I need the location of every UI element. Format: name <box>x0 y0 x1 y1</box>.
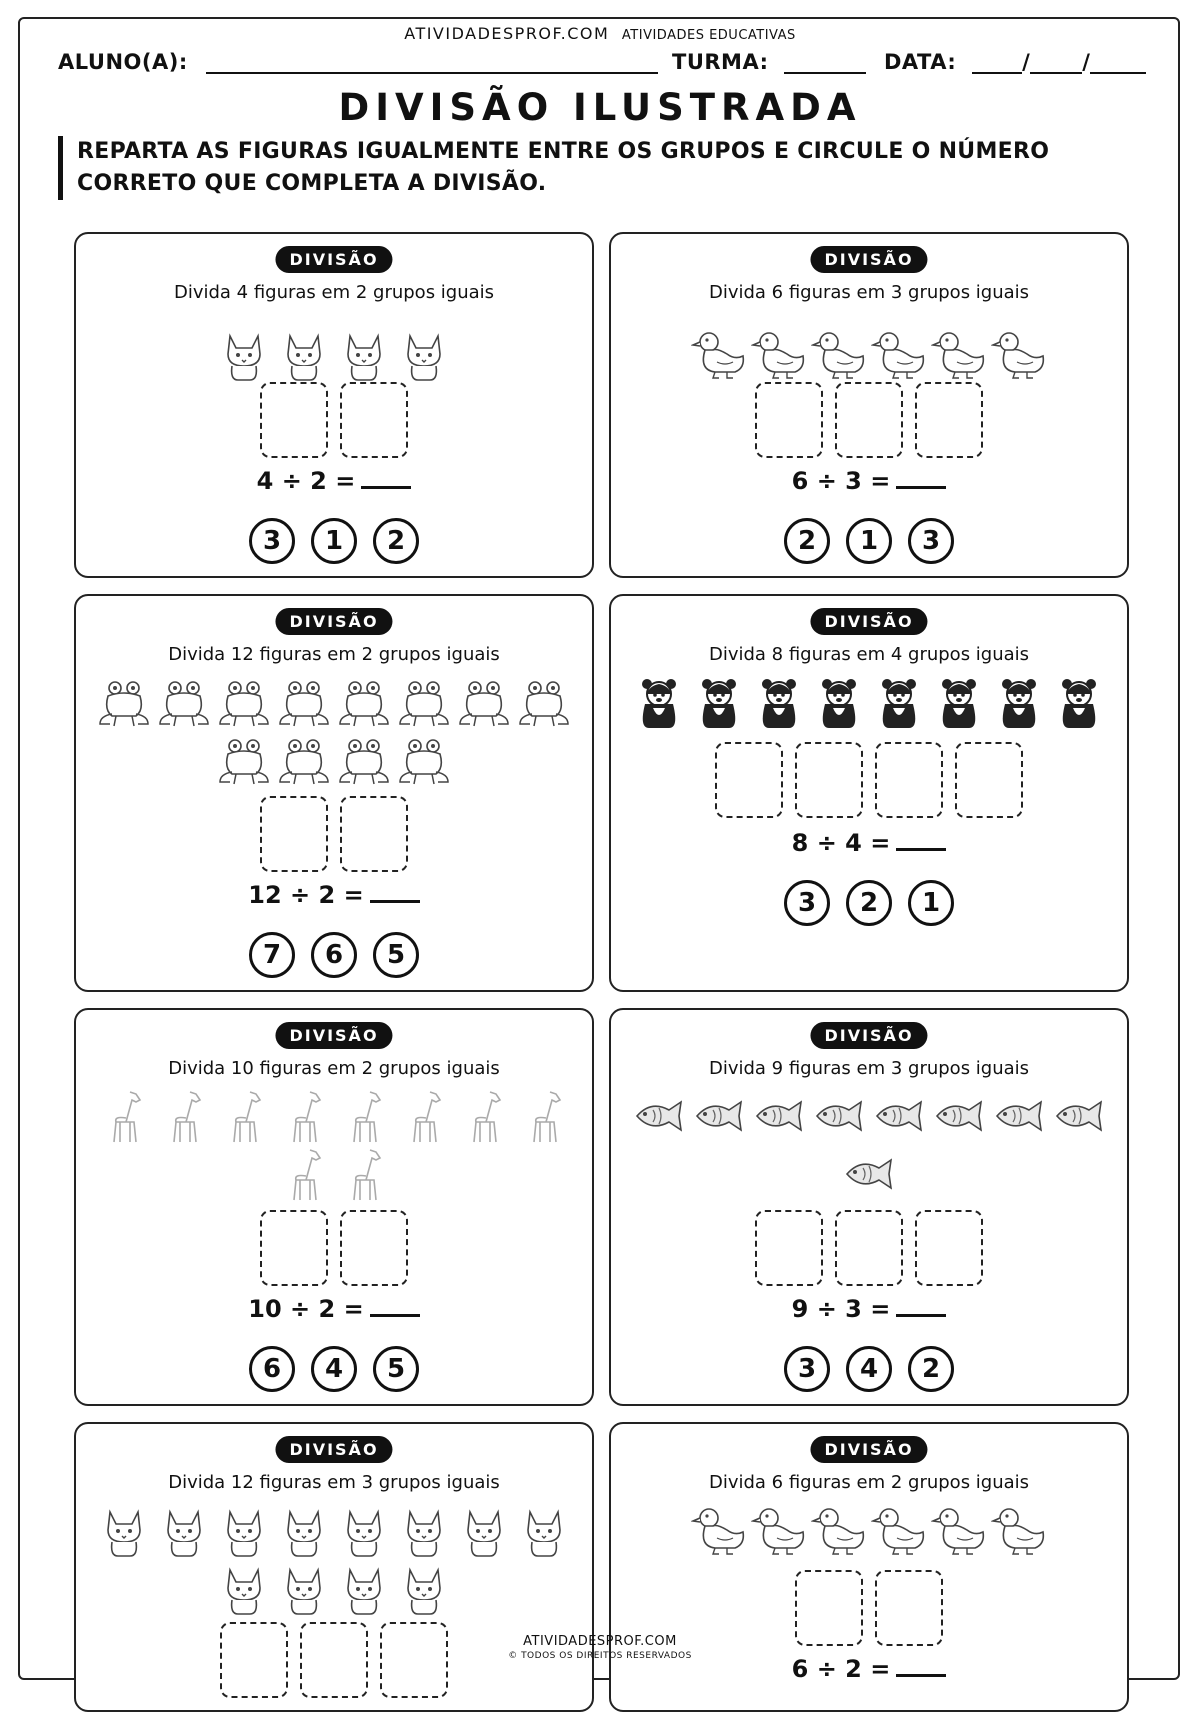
card-prompt: Divida 6 figuras em 2 grupos iguais <box>708 1472 1030 1493</box>
figure-row <box>611 326 1127 382</box>
footer <box>0 1634 1200 1661</box>
answer-blank[interactable] <box>370 1292 420 1317</box>
division-badge: DIVISÃO <box>810 608 927 635</box>
answer-blank[interactable] <box>896 464 946 489</box>
division-badge: DIVISÃO <box>810 246 927 273</box>
frog-icon <box>156 674 212 730</box>
data-field[interactable] <box>884 50 1146 74</box>
answer-option[interactable]: 5 <box>373 932 419 978</box>
equation-text: 12 ÷ 2 = <box>248 881 364 909</box>
frog-icon <box>456 674 512 730</box>
bear-icon <box>871 674 927 730</box>
frog-icon <box>276 674 332 730</box>
equation <box>611 1292 1127 1323</box>
cat-icon <box>336 1502 392 1558</box>
date-year-line[interactable] <box>1090 72 1146 74</box>
answer-option[interactable]: 1 <box>908 880 954 926</box>
answer-blank[interactable] <box>896 1292 946 1317</box>
bear-icon <box>811 674 867 730</box>
duck-icon <box>691 326 747 382</box>
bear-icon <box>931 674 987 730</box>
duck-icon <box>991 1502 1047 1558</box>
aluno-line[interactable] <box>206 72 658 74</box>
answer-option[interactable]: 7 <box>249 932 295 978</box>
figure-row <box>611 674 1127 730</box>
group-box[interactable] <box>755 1210 823 1286</box>
frog-icon <box>336 674 392 730</box>
answer-option[interactable]: 3 <box>908 518 954 564</box>
card-prompt: Divida 8 figuras em 4 grupos iguais <box>708 644 1030 665</box>
answer-option[interactable]: 4 <box>311 1346 357 1392</box>
group-box[interactable] <box>955 742 1023 818</box>
site-tagline: ATIVIDADES EDUCATIVAS <box>621 28 796 43</box>
fish-icon <box>691 1088 747 1144</box>
instructions <box>58 136 1077 200</box>
date-day-line[interactable] <box>972 72 1022 74</box>
aluno-field[interactable] <box>58 50 658 74</box>
figure-row <box>76 1088 592 1144</box>
duck-icon <box>931 326 987 382</box>
duck-icon <box>811 1502 867 1558</box>
bear-icon <box>1051 674 1107 730</box>
cat-icon <box>336 1560 392 1616</box>
equation-text: 6 ÷ 2 = <box>791 1655 891 1683</box>
cat-icon <box>276 326 332 382</box>
fish-icon <box>841 1146 897 1202</box>
equation <box>611 826 1127 857</box>
giraffe-icon <box>276 1088 332 1144</box>
giraffe-icon <box>456 1088 512 1144</box>
division-badge: DIVISÃO <box>275 1022 392 1049</box>
division-badge: DIVISÃO <box>275 608 392 635</box>
data-label: DATA: <box>884 50 957 74</box>
answer-blank[interactable] <box>896 826 946 851</box>
equation <box>76 1292 592 1323</box>
date-sep-2: / <box>1082 50 1091 74</box>
group-box[interactable] <box>835 1210 903 1286</box>
division-badge: DIVISÃO <box>275 1436 392 1463</box>
footer-rights: © TODOS OS DIREITOS RESERVADOS <box>508 1651 692 1661</box>
cat-icon <box>396 326 452 382</box>
division-card <box>74 594 594 992</box>
figure-row <box>76 732 592 788</box>
figure-row <box>76 1502 592 1558</box>
turma-label: TURMA: <box>672 50 769 74</box>
figure-row <box>76 326 592 382</box>
answer-option[interactable]: 5 <box>373 1346 419 1392</box>
answer-option[interactable]: 3 <box>784 880 830 926</box>
footer-site: ATIVIDADESPROF.COM <box>523 1634 677 1649</box>
frog-icon <box>396 674 452 730</box>
figure-row <box>76 1146 592 1202</box>
frog-icon <box>216 732 272 788</box>
site-name: ATIVIDADESPROF.COM <box>404 24 610 43</box>
figure-row <box>76 674 592 730</box>
giraffe-icon <box>516 1088 572 1144</box>
answer-option[interactable]: 6 <box>311 932 357 978</box>
division-card <box>74 1008 594 1406</box>
answer-option[interactable]: 1 <box>311 518 357 564</box>
figure-row <box>611 1502 1127 1558</box>
cat-icon <box>156 1502 212 1558</box>
equation <box>76 464 592 495</box>
division-badge: DIVISÃO <box>810 1022 927 1049</box>
answer-options <box>76 1346 592 1392</box>
division-badge: DIVISÃO <box>275 246 392 273</box>
giraffe-icon <box>396 1088 452 1144</box>
cat-icon <box>396 1560 452 1616</box>
frog-icon <box>396 732 452 788</box>
group-box[interactable] <box>795 742 863 818</box>
bear-icon <box>751 674 807 730</box>
answer-option[interactable]: 6 <box>249 1346 295 1392</box>
frog-icon <box>516 674 572 730</box>
group-box[interactable] <box>260 1210 328 1286</box>
division-card <box>609 1422 1129 1712</box>
answer-options <box>611 1346 1127 1392</box>
cat-icon <box>216 1560 272 1616</box>
bear-icon <box>631 674 687 730</box>
frog-icon <box>96 674 152 730</box>
cat-icon <box>456 1502 512 1558</box>
cat-icon <box>276 1502 332 1558</box>
figure-row <box>611 1088 1127 1144</box>
cat-icon <box>396 1502 452 1558</box>
division-card <box>609 594 1129 992</box>
answer-option[interactable]: 3 <box>249 518 295 564</box>
equation <box>611 464 1127 495</box>
cat-icon <box>216 326 272 382</box>
answer-option[interactable]: 3 <box>784 1346 830 1392</box>
figure-row <box>76 1560 592 1616</box>
duck-icon <box>931 1502 987 1558</box>
card-prompt: Divida 6 figuras em 3 grupos iguais <box>708 282 1030 303</box>
division-badge: DIVISÃO <box>810 1436 927 1463</box>
fish-icon <box>931 1088 987 1144</box>
fish-icon <box>811 1088 867 1144</box>
group-box[interactable] <box>340 382 408 458</box>
giraffe-icon <box>156 1088 212 1144</box>
instruction-line-2: CORRETO QUE COMPLETA A DIVISÃO. <box>77 171 547 196</box>
equation-text: 10 ÷ 2 = <box>248 1295 364 1323</box>
turma-line[interactable] <box>784 72 866 74</box>
group-box[interactable] <box>875 742 943 818</box>
duck-icon <box>751 1502 807 1558</box>
equation-text: 4 ÷ 2 = <box>256 467 356 495</box>
equation <box>76 878 592 909</box>
cat-icon <box>96 1502 152 1558</box>
equation-text: 8 ÷ 4 = <box>791 829 891 857</box>
site-header <box>0 24 1200 43</box>
card-prompt: Divida 4 figuras em 2 grupos iguais <box>173 282 495 303</box>
group-boxes <box>611 742 1127 818</box>
group-box[interactable] <box>260 382 328 458</box>
bear-icon <box>691 674 747 730</box>
frog-icon <box>336 732 392 788</box>
group-box[interactable] <box>915 382 983 458</box>
duck-icon <box>991 326 1047 382</box>
giraffe-icon <box>336 1088 392 1144</box>
answer-option[interactable]: 2 <box>373 518 419 564</box>
division-card <box>609 1008 1129 1406</box>
group-box[interactable] <box>340 1210 408 1286</box>
group-box[interactable] <box>260 796 328 872</box>
card-prompt: Divida 9 figuras em 3 grupos iguais <box>708 1058 1030 1079</box>
instruction-line-1: REPARTA AS FIGURAS IGUALMENTE ENTRE OS GRUPOS E CIRCULE O NÚMERO <box>77 139 1050 164</box>
answer-option[interactable]: 1 <box>846 518 892 564</box>
answer-option[interactable]: 2 <box>846 880 892 926</box>
group-boxes <box>76 382 592 458</box>
duck-icon <box>751 326 807 382</box>
fish-icon <box>871 1088 927 1144</box>
card-prompt: Divida 12 figuras em 3 grupos iguais <box>168 1472 500 1493</box>
aluno-label: ALUNO(A): <box>58 50 188 74</box>
division-card <box>74 232 594 578</box>
group-box[interactable] <box>715 742 783 818</box>
figure-row <box>611 1146 1127 1202</box>
group-boxes <box>76 1210 592 1286</box>
answer-option[interactable]: 2 <box>908 1346 954 1392</box>
page-title: DIVISÃO ILUSTRADA <box>338 86 862 129</box>
group-box[interactable] <box>835 382 903 458</box>
answer-option[interactable]: 4 <box>846 1346 892 1392</box>
answer-options <box>611 518 1127 564</box>
turma-field[interactable] <box>672 50 866 74</box>
fish-icon <box>631 1088 687 1144</box>
duck-icon <box>691 1502 747 1558</box>
frog-icon <box>276 732 332 788</box>
group-box[interactable] <box>340 796 408 872</box>
cat-icon <box>516 1502 572 1558</box>
duck-icon <box>871 1502 927 1558</box>
giraffe-icon <box>276 1146 332 1202</box>
duck-icon <box>811 326 867 382</box>
answer-blank[interactable] <box>361 464 411 489</box>
fish-icon <box>1051 1088 1107 1144</box>
cat-icon <box>216 1502 272 1558</box>
giraffe-icon <box>96 1088 152 1144</box>
date-month-line[interactable] <box>1030 72 1082 74</box>
card-prompt: Divida 10 figuras em 2 grupos iguais <box>168 1058 500 1079</box>
group-box[interactable] <box>915 1210 983 1286</box>
fish-icon <box>991 1088 1047 1144</box>
answer-options <box>76 932 592 978</box>
division-card <box>74 1422 594 1712</box>
bear-icon <box>991 674 1047 730</box>
answer-blank[interactable] <box>370 878 420 903</box>
giraffe-icon <box>216 1088 272 1144</box>
answer-options <box>76 518 592 564</box>
duck-icon <box>871 326 927 382</box>
group-boxes <box>611 1210 1127 1286</box>
cat-icon <box>336 326 392 382</box>
equation-text: 6 ÷ 3 = <box>791 467 891 495</box>
group-boxes <box>611 382 1127 458</box>
equation-text: 9 ÷ 3 = <box>791 1295 891 1323</box>
division-card <box>609 232 1129 578</box>
answer-option[interactable]: 2 <box>784 518 830 564</box>
cat-icon <box>276 1560 332 1616</box>
group-boxes <box>76 796 592 872</box>
date-sep-1: / <box>1022 50 1031 74</box>
frog-icon <box>216 674 272 730</box>
answer-options <box>611 880 1127 926</box>
fish-icon <box>751 1088 807 1144</box>
card-prompt: Divida 12 figuras em 2 grupos iguais <box>168 644 500 665</box>
giraffe-icon <box>336 1146 392 1202</box>
group-box[interactable] <box>755 382 823 458</box>
